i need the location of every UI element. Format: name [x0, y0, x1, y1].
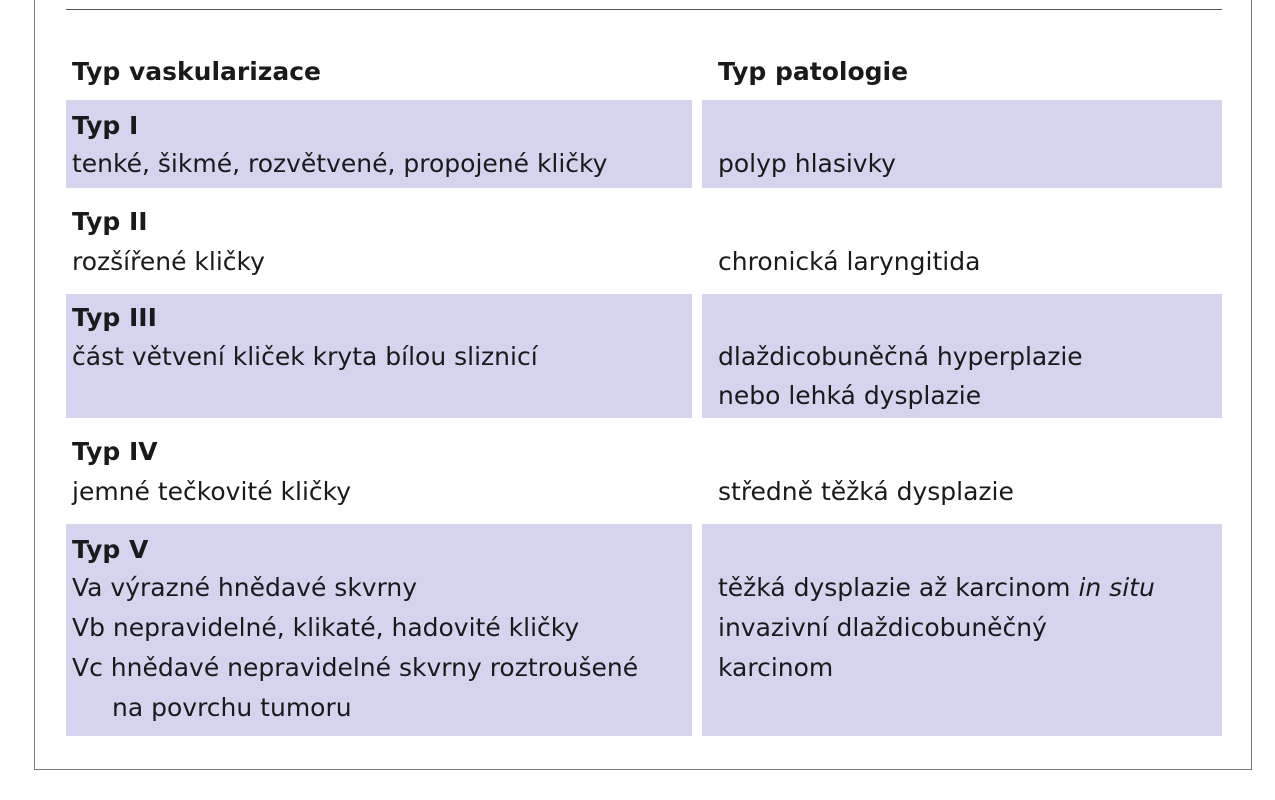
cell-vascularization: [66, 198, 692, 286]
row-pathology-line-2: nebo lehká dysplazie: [718, 381, 982, 410]
row-pathology: polyp hlasivky: [718, 149, 896, 178]
cell-vascularization: [66, 428, 692, 516]
row-pathology-italic: in situ: [1078, 573, 1155, 602]
row-type-description: část větvení kliček kryta bílou sliznicí: [72, 342, 538, 371]
row-pathology-line-3: karcinom: [718, 653, 834, 682]
row-subtype-va: Va výrazné hnědavé skvrny: [72, 573, 418, 602]
table-row-typ-2: [66, 198, 1222, 286]
cell-pathology: [702, 294, 1222, 418]
row-type-title: Typ II: [72, 207, 148, 236]
row-subtype-vc: Vc hnědavé nepravidelné skvrny roztroušené: [72, 653, 639, 682]
table-header: [66, 52, 1222, 92]
table-row-typ-3: [66, 294, 1222, 418]
row-type-title: Typ V: [72, 535, 149, 564]
cell-pathology: [702, 524, 1222, 736]
cell-pathology: [702, 100, 1222, 188]
cell-pathology: [702, 198, 1222, 286]
cell-vascularization: [66, 524, 692, 736]
row-type-title: Typ I: [72, 111, 139, 140]
row-pathology-text: těžká dysplazie až karcinom: [718, 573, 1079, 602]
row-pathology-line-1: dlaždicobuněčná hyperplazie: [718, 342, 1083, 371]
row-subtype-vc-continuation: na povrchu tumoru: [112, 693, 352, 722]
table-row-typ-1: [66, 100, 1222, 188]
cell-vascularization: [66, 100, 692, 188]
cell-vascularization: [66, 294, 692, 418]
row-pathology: chronická laryngitida: [718, 247, 981, 276]
row-pathology-line-2: invazivní dlaždicobuněčný: [718, 613, 1047, 642]
table-row-typ-4: [66, 428, 1222, 516]
row-pathology: středně těžká dysplazie: [718, 477, 1014, 506]
row-type-description: jemné tečkovité kličky: [72, 477, 352, 506]
row-type-title: Typ IV: [72, 437, 158, 466]
row-pathology-line-1: [718, 570, 1155, 606]
row-subtype-vb: Vb nepravidelné, klikaté, hadovité kličky: [72, 613, 580, 642]
header-vascularization-type: Typ vaskularizace: [72, 57, 321, 86]
header-pathology-type: Typ patologie: [718, 57, 909, 86]
top-rule: [66, 9, 1222, 10]
row-type-description: rozšířené kličky: [72, 247, 265, 276]
row-type-description: tenké, šikmé, rozvětvené, propojené kličky: [72, 149, 608, 178]
cell-pathology: [702, 428, 1222, 516]
row-type-title: Typ III: [72, 303, 157, 332]
table-row-typ-5: [66, 524, 1222, 736]
